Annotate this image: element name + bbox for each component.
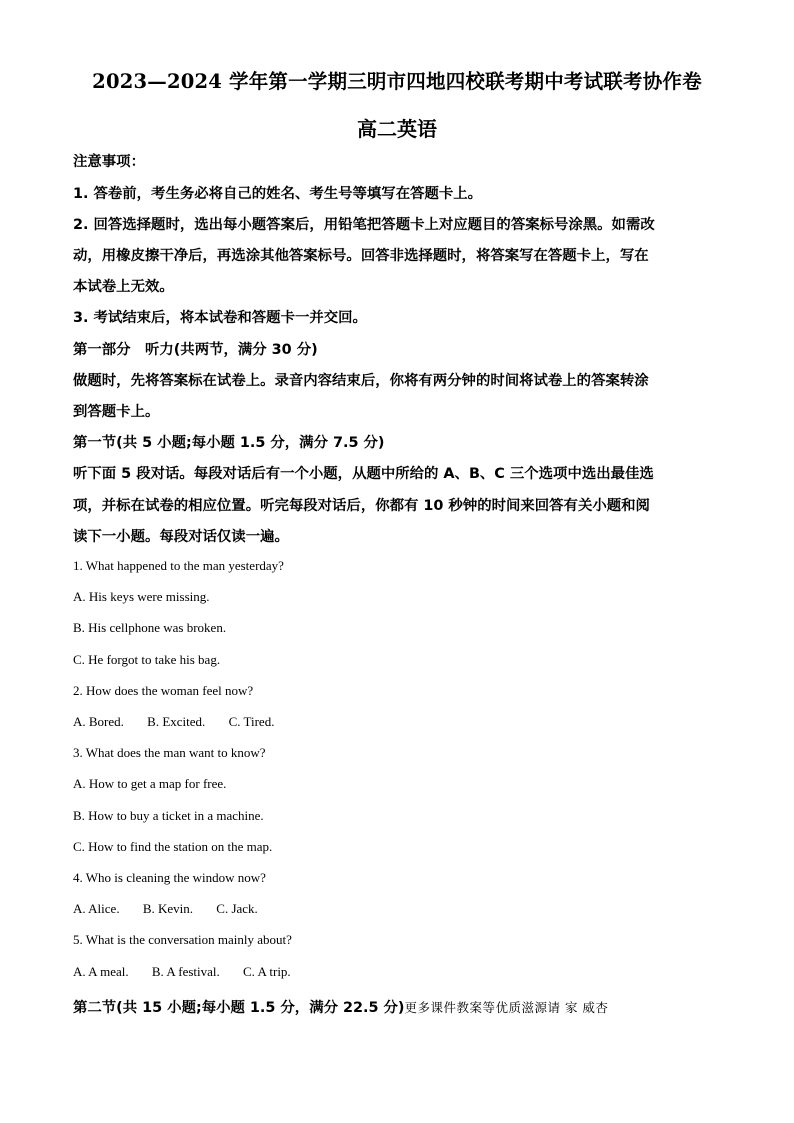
question-stem: 4. Who is cleaning the window now? (73, 870, 266, 885)
notice-item-2-cont: 动，用橡皮擦干净后，再选涂其他答案标号。回答非选择题时，将答案写在答题卡上，写在 (73, 248, 649, 264)
question-stem: 3. What does the man want to know? (73, 745, 266, 760)
question-option: B. How to buy a ticket in a machine. (73, 808, 264, 823)
question-options-row (73, 901, 258, 917)
part1-intro-line-1: 做题时，先将答案标在试卷上。录音内容结束后，你将有两分钟的时间将试卷上的答案转涂 (73, 373, 649, 389)
question-option: A. How to get a map for free. (73, 776, 227, 791)
notice-item-3: 3. 考试结束后，将本试卷和答题卡一并交回。 (73, 310, 367, 326)
question-option: C. A trip. (243, 964, 291, 979)
question-stem: 2. How does the woman feel now? (73, 683, 254, 698)
section2-heading-row (73, 996, 608, 1017)
section1-heading: 第一节(共 5 小题;每小题 1.5 分，满分 7.5 分) (73, 435, 385, 451)
part1-heading: 第一部分 听力(共两节，满分 30 分) (73, 342, 318, 358)
question-option: B. A festival. (151, 964, 220, 979)
question-option: C. Jack. (216, 901, 258, 916)
question-option: A. Alice. (73, 901, 120, 916)
question-option: A. Bored. (73, 714, 124, 729)
notice-item-1: 1. 答卷前，考生务必将自己的姓名、考生号等填写在答题卡上。 (73, 186, 483, 202)
exam-title: 2023—2024 学年第一学期三明市四地四校联考期中考试联考协作卷 (92, 70, 702, 93)
question-option: B. Kevin. (142, 901, 194, 916)
section1-intro-line-1: 听下面 5 段对话。每段对话后有一个小题，从题中所给的 A、B、C 三个选项中选出最佳选 (73, 466, 654, 482)
exam-subtitle: 高二英语 (357, 117, 437, 141)
part1-intro-line-2: 到答题卡上。 (73, 404, 160, 420)
question-option: A. A meal. (73, 964, 129, 979)
notice-item-2-end: 本试卷上无效。 (73, 279, 174, 295)
question-stem: 5. What is the conversation mainly about? (73, 932, 292, 947)
question-option: B. His cellphone was broken. (73, 620, 227, 635)
question-options-row (73, 714, 274, 730)
question-option: B. Excited. (147, 714, 206, 729)
section1-intro-line-2: 项，并标在试卷的相应位置。听完每段对话后，你都有 10 秒钟的时间来回答有关小题和阅 (73, 498, 650, 514)
question-option: A. His keys were missing. (73, 589, 210, 604)
question-options-row (73, 964, 291, 980)
question-option: C. He forgot to take his bag. (73, 652, 221, 667)
notice-item-2: 2. 回答选择题时，选出每小题答案后，用铅笔把答题卡上对应题目的答案标号涂黑。如需改 (73, 217, 655, 233)
section2-heading: 第二节(共 15 小题;每小题 1.5 分，满分 22.5 分) (73, 1000, 405, 1016)
notice-heading: 注意事项： (73, 154, 145, 170)
question-stem: 1. What happened to the man yesterday? (73, 558, 284, 573)
question-option: C. Tired. (228, 714, 275, 729)
watermark-ad-text: 更多课件教案等优质滋源请 家 威杏 (404, 1000, 609, 1015)
section1-intro-line-3: 读下一小题。每段对话仅读一遍。 (73, 529, 289, 545)
question-option: C. How to find the station on the map. (73, 839, 273, 854)
